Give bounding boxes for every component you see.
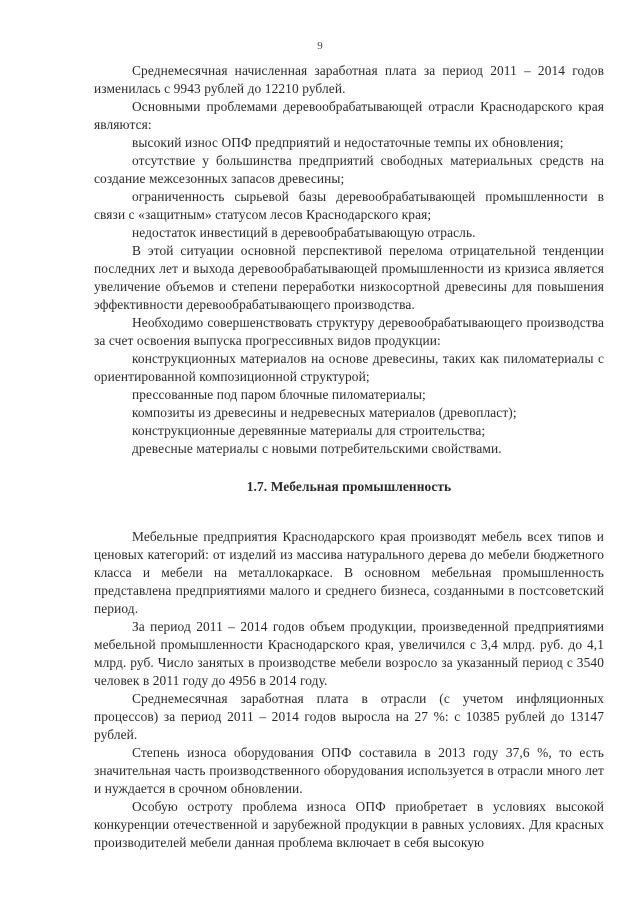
paragraph: Степень износа оборудования ОПФ составила в 2013 году 37,6 %, то есть значительная часть производственного оборудования используется в отрасли много лет и нуждается в срочном обновлении. <box>94 745 604 796</box>
list-item: отсутствие у большинства предприятий свободных материальных средств на создание межсезонных запасов древесины; <box>94 153 604 186</box>
paragraph: Мебельные предприятия Краснодарского края производят мебель всех типов и ценовых категорий: от изделий из массива натурального дерева до мебели бюджетного класса и мебели на металлокаркасе. В основном мебельная промышленность представлена предприятиями малого и среднего бизнеса, созданными в постсоветский период. <box>94 529 604 616</box>
list-item: древесные материалы с новыми потребительскими свойствами. <box>132 441 502 456</box>
paragraph: В этой ситуации основной перспективой перелома отрицательной тенденции последних лет и выхода деревообрабатывающей промышленности из кризиса является увеличение объемов и степени переработки низкосортной древесины для повышения эффективности деревообрабатывающего производства. <box>94 243 604 312</box>
list-item: недостаток инвестиций в деревообрабатывающую отрасль. <box>132 225 476 240</box>
section-heading: 1.7. Мебельная промышленность <box>246 479 452 494</box>
list-item: конструкционные деревянные материалы для строительства; <box>132 423 486 438</box>
paragraph: Среднемесячная начисленная заработная плата за период 2011 – 2014 годов изменилась с 9943 рублей до 12210 рублей. <box>94 63 604 96</box>
list-item: ограниченность сырьевой базы деревообрабатывающей промышленности в связи с «защитным» статусом лесов Краснодарского края; <box>94 189 604 222</box>
paragraph: Среднемесячная заработная плата в отрасли (с учетом инфляционных процессов) за период 2011 – 2014 годов выросла на 27 %: с 10385 рублей до 13147 рублей. <box>94 691 604 742</box>
paragraph: За период 2011 – 2014 годов объем продукции, произведенной предприятиями мебельной промышленности Краснодарского края, увеличился с 3,4 млрд. руб. до 4,1 млрд. руб. Число занятых в производстве мебели возросло за указанный период с 3540 человек в 2011 году до 4956 в 2014 году. <box>94 619 604 688</box>
list-item: прессованные под паром блочные пиломатериалы; <box>132 387 426 402</box>
page-number: 9 <box>317 40 323 52</box>
paragraph: Особую остроту проблема износа ОПФ приобретает в условиях высокой конкуренции отечественной и зарубежной продукции в равных условиях. Для красных производителей мебели данная проблема включает в себя высокую <box>94 799 604 850</box>
list-item: высокий износ ОПФ предприятий и недостаточные темпы их обновления; <box>132 135 564 150</box>
list-item: конструкционных материалов на основе древесины, таких как пиломатериалы с ориентированной композиционной структурой; <box>94 351 604 384</box>
document-body <box>94 62 604 852</box>
paragraph: Необходимо совершенствовать структуру деревообрабатывающего производства за счет освоения выпуска прогрессивных видов продукции: <box>94 315 604 348</box>
list-item: композиты из древесины и недревесных материалов (древопласт); <box>132 405 517 420</box>
paragraph: Основными проблемами деревообрабатывающей отрасли Краснодарского края являются: <box>94 99 604 132</box>
